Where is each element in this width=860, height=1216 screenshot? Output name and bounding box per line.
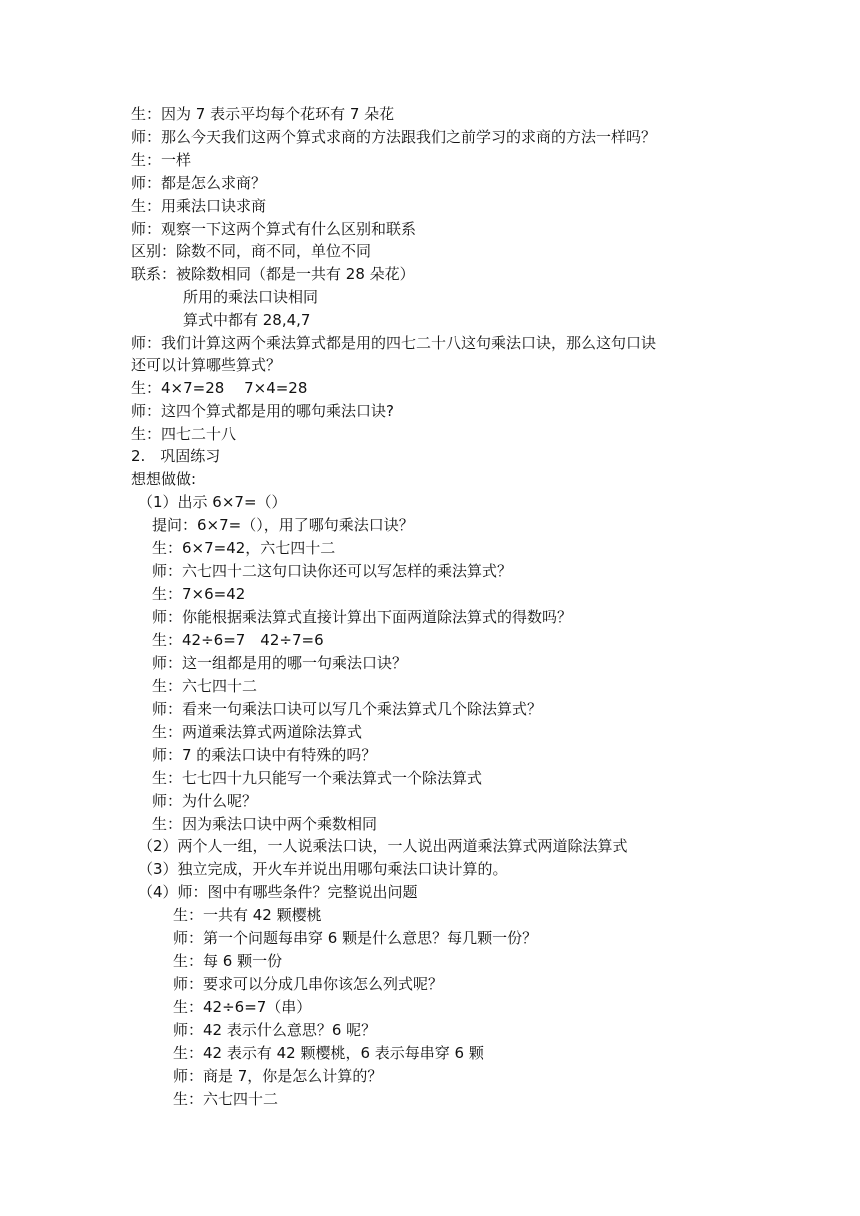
text-line: 生：4×7=28 7×4=28 bbox=[131, 379, 308, 397]
text-line: 师：那么今天我们这两个算式求商的方法跟我们之前学习的求商的方法一样吗？ bbox=[131, 128, 657, 146]
text-line: 区别：除数不同，商不同，单位不同 bbox=[131, 242, 372, 260]
text-line: 师：这一组都是用的哪一句乘法口诀？ bbox=[152, 654, 408, 672]
text-line: 生：因为 7 表示平均每个花环有 7 朵花 bbox=[131, 105, 395, 123]
text-line: 生：7×6=42 bbox=[152, 585, 246, 603]
text-line: 师：第一个问题每串穿 6 颗是什么意思？每几颗一份？ bbox=[173, 929, 538, 947]
text-line: 师：我们计算这两个乘法算式都是用的四七二十八这句乘法口诀，那么这句口诀 bbox=[131, 334, 657, 352]
text-line: 生：六七四十二 bbox=[152, 677, 258, 695]
text-line: （4）师：图中有哪些条件？完整说出问题 bbox=[138, 883, 418, 901]
section-heading: 2. 巩固练习 bbox=[131, 447, 221, 465]
text-line: 生：四七二十八 bbox=[131, 425, 237, 443]
text-line: 所用的乘法口诀相同 bbox=[183, 288, 319, 306]
text-line: 生：因为乘法口诀中两个乘数相同 bbox=[152, 815, 378, 833]
text-line: 联系：被除数相同（都是一共有 28 朵花） bbox=[131, 265, 415, 283]
text-line: 师：7 的乘法口诀中有特殊的吗？ bbox=[152, 746, 377, 764]
text-line: 师：要求可以分成几串你该怎么列式呢？ bbox=[173, 975, 444, 993]
text-line: 师：商是 7，你是怎么计算的？ bbox=[173, 1067, 383, 1085]
text-line: 生：两道乘法算式两道除法算式 bbox=[152, 723, 363, 741]
text-line: 算式中都有 28,4,7 bbox=[183, 311, 311, 329]
text-line: 生：每 6 颗一份 bbox=[173, 952, 283, 970]
text-line: （3）独立完成，开火车并说出用哪句乘法口诀计算的。 bbox=[138, 860, 508, 878]
text-line: 生：六七四十二 bbox=[173, 1090, 279, 1108]
text-line: 想想做做: bbox=[131, 470, 197, 488]
text-line: 师：你能根据乘法算式直接计算出下面两道除法算式的得数吗？ bbox=[152, 608, 573, 626]
text-line: （1）出示 6×7=（） bbox=[138, 493, 287, 511]
text-line: 师：都是怎么求商？ bbox=[131, 174, 267, 192]
text-line: 师：为什么呢？ bbox=[152, 792, 258, 810]
text-line: 生：42 表示有 42 颗樱桃，6 表示每串穿 6 颗 bbox=[173, 1044, 484, 1062]
text-line: 生：一样 bbox=[131, 151, 192, 169]
text-line: 生：用乘法口诀求商 bbox=[131, 197, 267, 215]
text-line: 生：6×7=42，六七四十二 bbox=[152, 539, 336, 557]
text-line: （2）两个人一组，一人说乘法口诀，一人说出两道乘法算式两道除法算式 bbox=[138, 837, 628, 855]
text-line: 师：看来一句乘法口诀可以写几个乘法算式几个除法算式？ bbox=[152, 700, 543, 718]
text-line: 提问：6×7=（），用了哪句乘法口诀？ bbox=[152, 516, 414, 534]
text-line: 师：这四个算式都是用的哪句乘法口诀? bbox=[131, 402, 394, 420]
text-line: 师：六七四十二这句口诀你还可以写怎样的乘法算式？ bbox=[152, 562, 513, 580]
text-line: 生：42÷6=7（串） bbox=[173, 998, 312, 1016]
text-line: 生：42÷6=7 42÷7=6 bbox=[152, 631, 324, 649]
text-line: 还可以计算哪些算式？ bbox=[131, 356, 282, 374]
text-line: 生：七七四十九只能写一个乘法算式一个除法算式 bbox=[152, 769, 483, 787]
text-line: 生：一共有 42 颗樱桃 bbox=[173, 906, 322, 924]
text-line: 师：观察一下这两个算式有什么区别和联系 bbox=[131, 220, 417, 238]
text-line: 师：42 表示什么意思？6 呢？ bbox=[173, 1021, 377, 1039]
